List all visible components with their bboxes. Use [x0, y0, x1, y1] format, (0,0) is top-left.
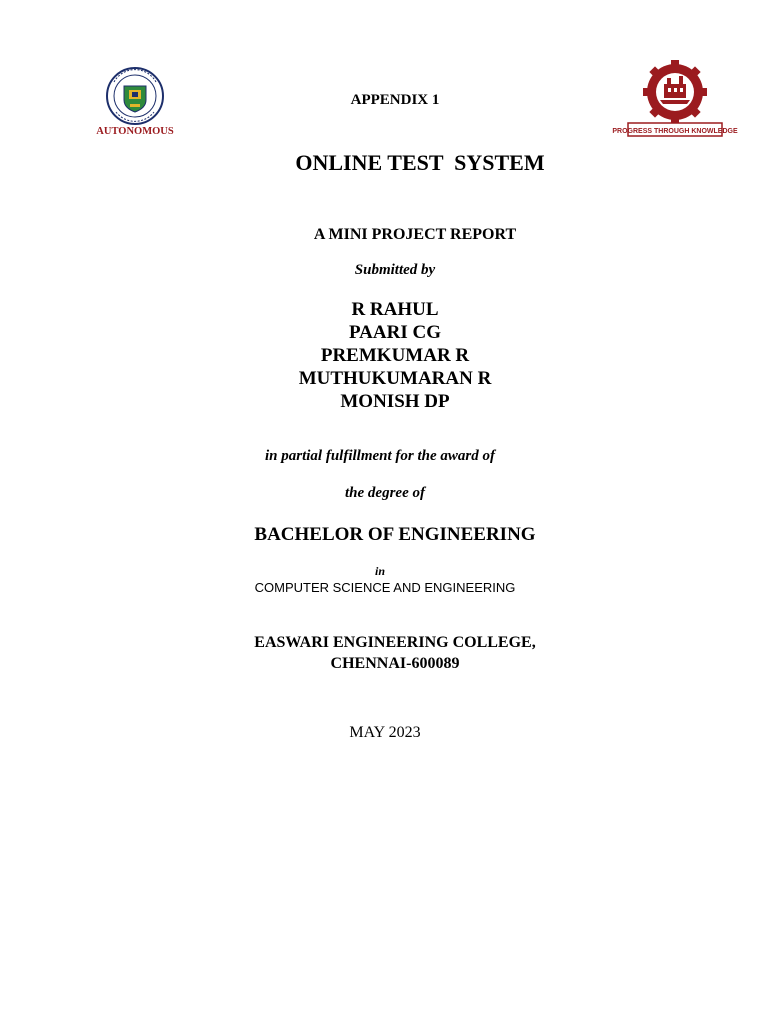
in-word: in	[374, 564, 385, 578]
report-subtitle: A MINI PROJECT REPORT	[313, 226, 517, 243]
autonomous-label: AUTONOMOUS	[96, 126, 174, 137]
fulfillment-text: in partial fulfillment for the award of	[264, 448, 496, 464]
department-name: COMPUTER SCIENCE AND ENGINEERING	[254, 580, 516, 595]
student-name: R RAHUL	[351, 299, 439, 320]
student-name: MUTHUKUMARAN R	[298, 368, 492, 389]
college-block	[210, 632, 580, 674]
degree-of-text: the degree of	[345, 485, 425, 501]
degree-name: BACHELOR OF ENGINEERING	[254, 524, 536, 545]
report-date: MAY 2023	[349, 724, 421, 741]
college-city: CHENNAI-600089	[330, 655, 460, 672]
submitted-by-label: Submitted by	[354, 262, 436, 278]
appendix-label: APPENDIX 1	[350, 92, 440, 108]
student-name: PAARI CG	[348, 322, 441, 343]
student-names-list	[250, 298, 540, 413]
report-title: ONLINE TEST SYSTEM	[295, 150, 545, 175]
university-motto: PROGRESS THROUGH KNOWLEDGE	[612, 128, 738, 135]
easwari-college-seal-icon	[90, 66, 180, 138]
student-name: PREMKUMAR R	[320, 345, 470, 366]
college-name: EASWARI ENGINEERING COLLEGE,	[254, 634, 536, 651]
college-logo	[90, 66, 180, 138]
student-name: MONISH DP	[340, 391, 450, 412]
university-logo	[612, 60, 738, 138]
anna-university-gear-icon	[612, 60, 738, 138]
